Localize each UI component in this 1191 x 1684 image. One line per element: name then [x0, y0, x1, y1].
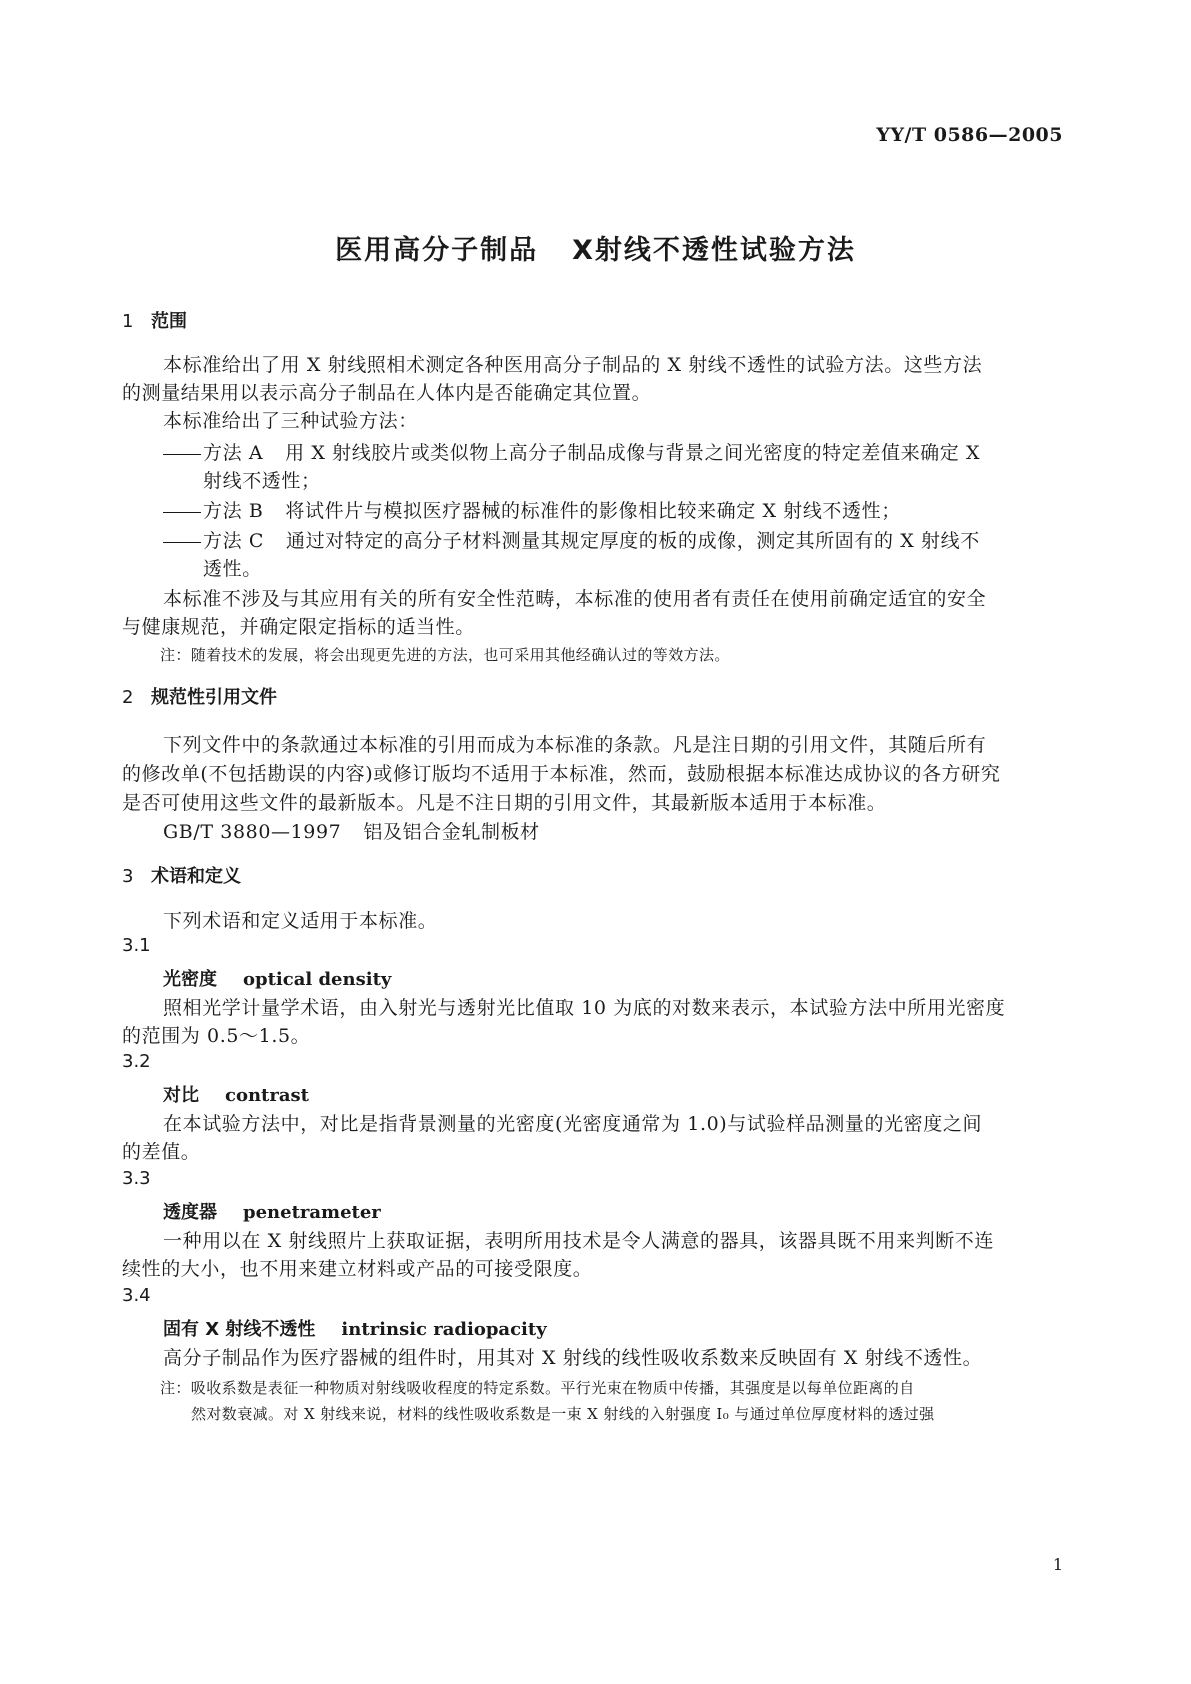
section-3-heading	[122, 862, 241, 888]
paragraph-line: 的修改单(不包括勘误的内容)或修订版均不适用于本标准，然而，鼓励根据本标准达成协议的各方研究	[122, 763, 1001, 785]
definition-line: 续性的大小，也不用来建立材料或产品的可接受限度。	[122, 1258, 593, 1280]
method-a-continuation: 射线不透性；	[203, 470, 321, 492]
paragraph-line: 是否可使用这些文件的最新版本。凡是不注日期的引用文件，其最新版本适用于本标准。	[122, 792, 887, 814]
definition-line: 照相光学计量学术语，由入射光与透射光比值取 10 为底的对数来表示，本试验方法中所用光密度	[163, 997, 1006, 1019]
paragraph-line: 下列文件中的条款通过本标准的引用而成为本标准的条款。凡是注日期的引用文件，其随后所有	[163, 734, 987, 756]
section-number: 1	[122, 311, 134, 332]
term-chinese: 对比	[163, 1085, 199, 1106]
section-title: 术语和定义	[151, 866, 241, 887]
term-chinese: 固有 X 射线不透性	[163, 1319, 316, 1340]
method-text: 用 X 射线胶片或类似物上高分子制品成像与背景之间光密度的特定差值来确定 X	[285, 442, 981, 464]
section-title: 规范性引用文件	[151, 687, 277, 708]
term-number: 3.4	[122, 1285, 151, 1306]
section-number: 3	[122, 866, 134, 887]
term-english: optical density	[243, 969, 392, 990]
section-title: 范围	[151, 311, 187, 332]
definition-line: 的差值。	[122, 1141, 201, 1163]
term-chinese: 光密度	[163, 969, 217, 990]
term-heading	[163, 1315, 547, 1341]
term-number: 3.3	[122, 1168, 151, 1189]
dash-mark	[163, 542, 201, 543]
paragraph-line: 本标准给出了三种试验方法：	[163, 410, 418, 432]
paragraph-line: 的测量结果用以表示高分子制品在人体内是否能确定其位置。	[122, 382, 652, 404]
term-english: intrinsic radiopacity	[341, 1319, 547, 1340]
method-label: 方法 C	[203, 530, 264, 552]
method-label: 方法 A	[203, 442, 264, 464]
title-part-1: 医用高分子制品	[335, 235, 539, 266]
method-c-continuation: 透性。	[203, 558, 262, 580]
definition-line: 高分子制品作为医疗器械的组件时，用其对 X 射线的线性吸收系数来反映固有 X 射线不透性。	[163, 1347, 983, 1369]
term-heading	[163, 1081, 309, 1107]
method-c-item	[163, 526, 980, 553]
term-english: penetrameter	[243, 1202, 381, 1223]
paragraph-line: 与健康规范，并确定限定指标的适当性。	[122, 616, 475, 638]
term-english: contrast	[225, 1085, 309, 1106]
definition-line: 一种用以在 X 射线照片上获取证据，表明所用技术是令人满意的器具，该器具既不用来判断不连	[163, 1230, 995, 1252]
dash-mark	[163, 512, 201, 513]
standard-code: YY/T 0586—2005	[876, 124, 1063, 146]
definition-line: 在本试验方法中，对比是指背景测量的光密度(光密度通常为 1.0)与试验样品测量的光密度之间	[163, 1113, 983, 1135]
term-heading	[163, 965, 391, 991]
method-text: 通过对特定的高分子材料测量其规定厚度的板的成像，测定其所固有的 X 射线不	[285, 530, 980, 552]
document-title	[0, 228, 1191, 267]
method-b-item	[163, 496, 901, 523]
definition-line: 的范围为 0.5～1.5。	[122, 1025, 311, 1047]
note: 注：随着技术的发展，将会出现更先进的方法，也可采用其他经确认过的等效方法。	[160, 646, 730, 664]
method-text: 将试件片与模拟医疗器械的标准件的影像相比较来确定 X 射线不透性；	[285, 500, 901, 522]
paragraph-line: 下列术语和定义适用于本标准。	[163, 910, 438, 932]
section-number: 2	[122, 687, 134, 708]
note: 注：吸收系数是表征一种物质对射线吸收程度的特定系数。平行光束在物质中传播，其强度是以每单位距离的自	[160, 1379, 915, 1397]
section-1-heading	[122, 307, 187, 333]
normative-reference	[163, 817, 540, 844]
reference-code: GB/T 3880—1997	[163, 821, 342, 843]
term-heading	[163, 1198, 381, 1224]
term-chinese: 透度器	[163, 1202, 217, 1223]
title-part-2: X射线不透性试验方法	[572, 235, 856, 266]
method-label: 方法 B	[203, 500, 264, 522]
paragraph-line: 本标准给出了用 X 射线照相术测定各种医用高分子制品的 X 射线不透性的试验方法。这些方法	[163, 354, 983, 376]
method-a-item	[163, 438, 980, 465]
dash-mark	[163, 454, 201, 455]
term-number: 3.2	[122, 1051, 151, 1072]
note-continuation: 然对数衰减。对 X 射线来说，材料的线性吸收系数是一束 X 射线的入射强度 I₀ 与通过单位厚度材料的透过强	[191, 1405, 935, 1423]
section-2-heading	[122, 683, 277, 709]
paragraph-line: 本标准不涉及与其应用有关的所有安全性范畴，本标准的使用者有责任在使用前确定适宜的安全	[163, 588, 987, 610]
reference-title: 铝及铝合金轧制板材	[363, 821, 540, 843]
page-number: 1	[1052, 1555, 1063, 1574]
term-number: 3.1	[122, 935, 151, 956]
